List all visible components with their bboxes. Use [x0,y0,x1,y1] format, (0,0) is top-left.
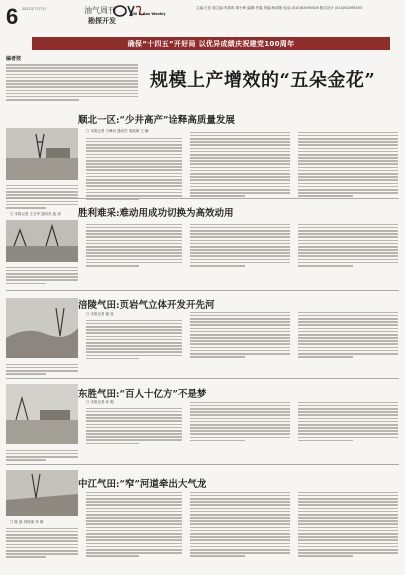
section-text-column [190,222,290,268]
section-text-column [298,490,398,559]
section-text-column [6,448,78,462]
section-text-column [190,130,290,199]
section-text-column [298,400,398,443]
section-heading-dongsheng: 东胜气田:“百人十亿方”不是梦 [78,389,207,400]
section-byline: □ 陈 凯 刘保朋 李 静 [10,520,44,524]
section-text-column [298,222,398,268]
section-text-column [298,310,398,359]
section-text-column [6,183,78,210]
section-divider [6,464,399,465]
section-text-column [86,222,182,268]
section-heading-shunbei: 顺北一区:“少井高产”诠释高质量发展 [78,115,235,126]
section-photo-zhongjiang [6,470,78,516]
section-photo-fuling [6,298,78,358]
section-heading-fuling: 涪陵气田:页岩气立体开发开先河 [78,300,215,311]
theme-banner-text: 确保“十四五”开好局 以优异成绩庆祝建党100周年 [127,40,295,48]
page-number: 6 [6,4,19,29]
column-subtitle: 勘探开发 [88,17,116,25]
section-byline: □ 本报记者 王峰岩 通讯员 周振海 王 鹏 [86,129,149,133]
section-text-column [298,130,398,199]
section-photo-dongsheng [6,384,78,444]
logo-caption: Oil & Gas Weekly [132,12,166,16]
section-heading-shengli: 胜利难采:难动用成功切换为高效动用 [78,208,234,219]
theme-banner [32,37,390,50]
section-photo-shengli [6,220,78,262]
section-divider [6,378,399,379]
section-text-column [86,406,182,446]
editor-note [6,55,138,115]
section-byline: □ 本报记者 孙 刚 [86,400,114,404]
section-divider [6,290,399,291]
section-text-column [86,136,182,201]
section-text-column [6,362,78,376]
section-text-column [6,526,78,559]
section-text-column [190,400,290,443]
section-text-column [190,310,290,359]
issue-date: 2021年7月7日 [22,7,46,11]
section-text-column [6,265,78,286]
masthead [0,0,405,36]
section-text-column [190,490,290,559]
main-headline: 规模上产增效的“五朵金花” [150,70,376,91]
editor-note-body [6,64,138,101]
section-byline: □ 本报记者 谢 蕊 [86,312,114,316]
section-photo-shunbei [6,128,78,180]
section-byline: □ 本报记者 王玉军 通讯员 崔 涛 [10,212,61,216]
imprint-line: 主编:王佳 副主编:朱鸿鸣 郑小晖 编辑:许鑫 美编:杨鸿艳 电话:(010)62095506 版式设计 (010)62095503 [196,6,363,10]
editor-note-title: 编者按 [6,56,22,62]
section-divider [6,198,399,199]
section-text-column [86,490,182,559]
section-heading-zhongjiang: 中江气田:“窄”河道牵出大气龙 [78,479,207,490]
section-text-column [86,318,182,361]
column-title: 油气周刊 [84,6,116,15]
